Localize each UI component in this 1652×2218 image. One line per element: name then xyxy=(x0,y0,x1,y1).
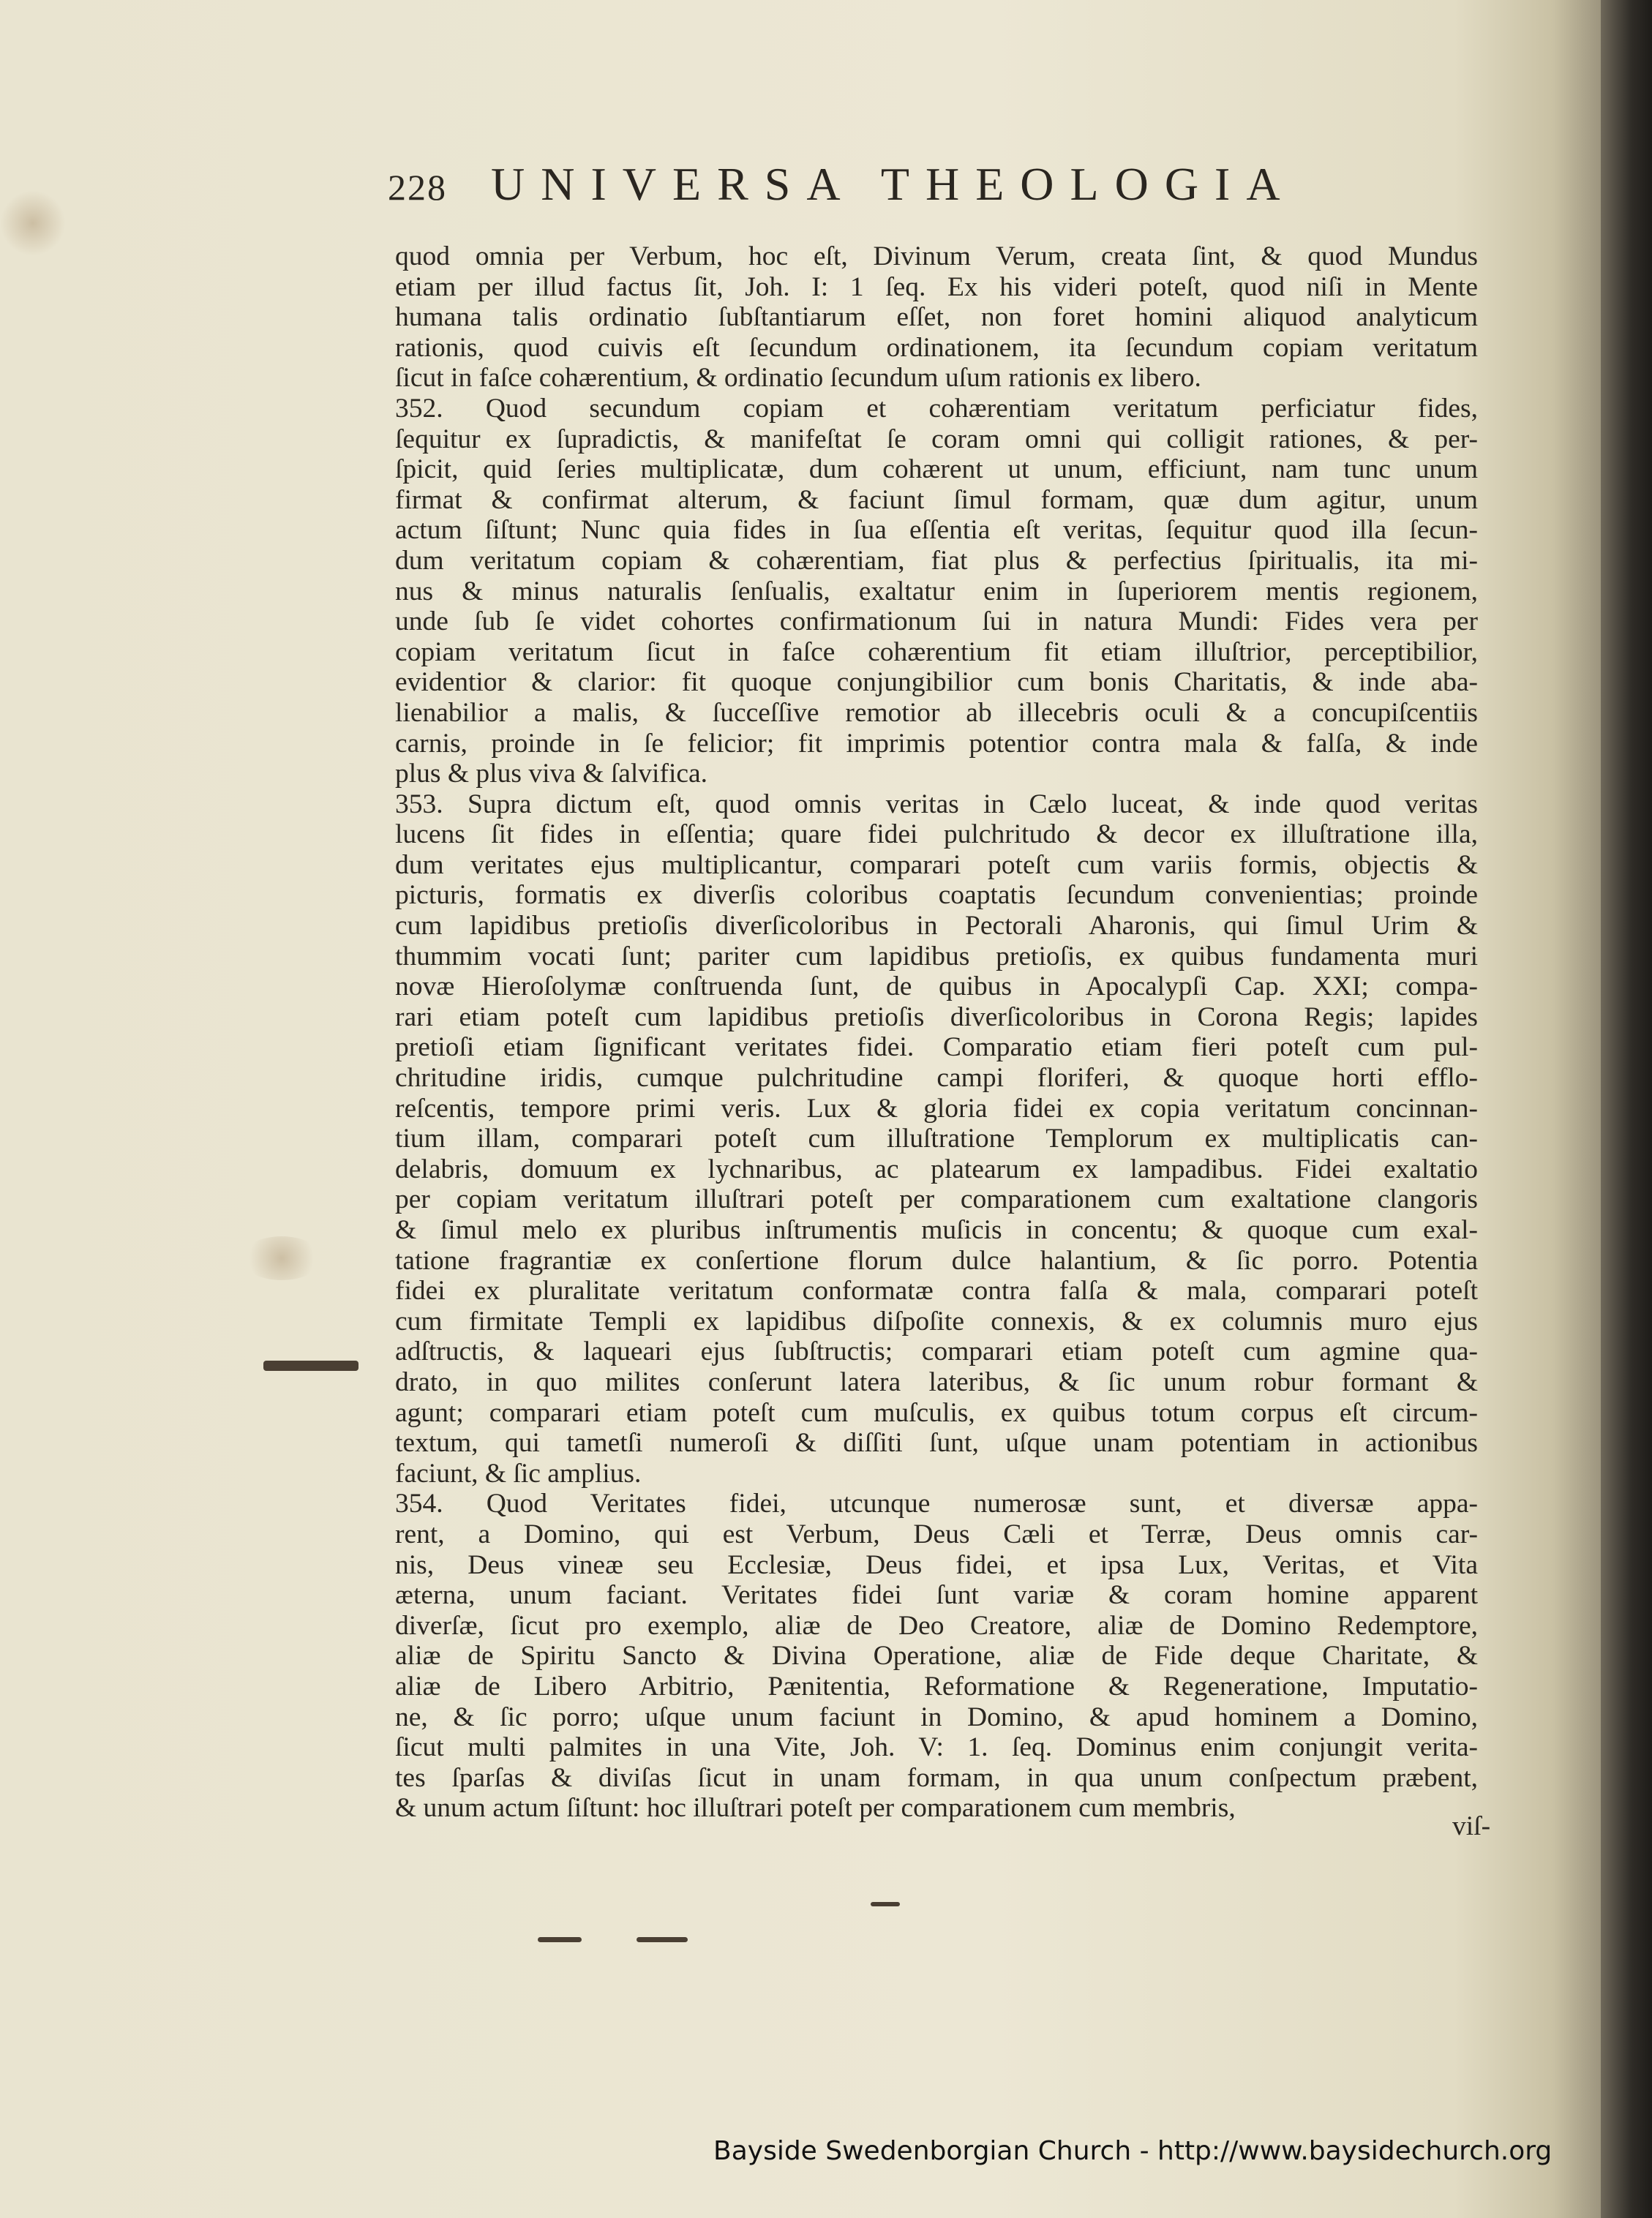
text-line: 354. Quod Veritates fidei, utcunque numerosæ sunt, et diversæ appa- xyxy=(395,1489,1478,1519)
page-header xyxy=(388,157,1353,223)
text-line: & unum actum ſiſtunt: hoc illuſtrari poteſt per comparationem cum membris, xyxy=(395,1793,1236,1824)
text-line: tium illam, comparari poteſt cum illuſtratione Templorum ex multiplicatis can- xyxy=(395,1124,1478,1154)
text-line: nus & minus naturalis ſenſualis, exaltatur enim in ſuperiorem mentis regionem, xyxy=(395,576,1478,606)
text-line: ſequitur ex ſupradictis, & manifeſtat ſe coram omni qui colligit rationes, & per- xyxy=(395,424,1478,454)
text-line: cum firmitate Templi ex lapidibus diſpoſite connexis, & ex columnis muro ejus xyxy=(395,1306,1478,1337)
catchword: viſ- xyxy=(1452,1811,1491,1841)
text-line: humana talis ordinatio ſubſtantiarum eſſet, non foret homini aliquod analyticum xyxy=(395,302,1478,333)
text-line: textum, qui tametſi numeroſi & diſſiti ſunt, uſque unam potentiam in actionibus xyxy=(395,1428,1478,1459)
page-stain xyxy=(241,1236,322,1280)
text-line: per copiam veritatum illuſtrari poteſt per comparationem cum exaltatione clangoris xyxy=(395,1184,1478,1215)
body-text xyxy=(395,241,1478,1824)
footer-credit: Bayside Swedenborgian Church - http://www.baysidechurch.org xyxy=(713,2136,1552,2166)
text-line: faciunt, & ſic amplius. xyxy=(395,1458,642,1489)
text-line: reſcentis, tempore primi veris. Lux & gloria fidei ex copia veritatum concinnan- xyxy=(395,1093,1478,1124)
text-line: ne, & ſic porro; uſque unum faciunt in Domino, & apud hominem a Domino, xyxy=(395,1702,1478,1732)
ink-mark xyxy=(538,1937,582,1942)
text-line: adſtructis, & laqueari ejus ſubſtructis; comparari etiam poteſt cum agmine qua- xyxy=(395,1337,1478,1367)
text-line: ſpicit, quid ſeries multiplicatæ, dum cohærent ut unum, efficiunt, nam tunc unum xyxy=(395,454,1478,485)
text-line: evidentior & clarior: fit quoque conjungibilior cum bonis Charitatis, & inde aba- xyxy=(395,667,1478,698)
text-line: 353. Supra dictum eſt, quod omnis veritas in Cælo luceat, & inde quod veritas xyxy=(395,789,1478,819)
text-line: aliæ de Spiritu Sancto & Divina Operatione, aliæ de Fide deque Charitate, & xyxy=(395,1641,1478,1672)
text-line: agunt; comparari etiam poteſt cum muſculis, ex quibus totum corpus eſt circum- xyxy=(395,1397,1478,1428)
text-line: rationis, quod cuivis eſt ſecundum ordinationem, ita ſecundum copiam veritatum xyxy=(395,332,1478,363)
book-spine-shadow xyxy=(1601,0,1652,2218)
ink-blot xyxy=(263,1361,358,1371)
ink-mark xyxy=(871,1902,900,1906)
text-line: tes ſparſas & diviſas ſicut in unam formam, in qua unum conſpectum præbent, xyxy=(395,1762,1478,1793)
text-line: unde ſub ſe videt cohortes confirmationum ſui in natura Mundi: Fides vera per xyxy=(395,606,1478,637)
text-line: picturis, formatis ex diverſis coloribus coaptatis ſecundum convenientias; proinde xyxy=(395,880,1478,911)
text-line: etiam per illud factus ſit, Joh. I: 1 ſeq. Ex his videri poteſt, quod niſi in Mente xyxy=(395,271,1478,302)
text-line: copiam veritatum ſicut in faſce cohærentium fit etiam illuſtrior, perceptibilior, xyxy=(395,636,1478,667)
text-line: cum lapidibus pretioſis diverſicoloribus in Pectorali Aharonis, qui ſimul Urim & xyxy=(395,911,1478,941)
text-line: novæ Hieroſolymæ conſtruenda ſunt, de quibus in Apocalypſi Cap. XXI; compa- xyxy=(395,971,1478,1002)
text-line: diverſæ, ſicut pro exemplo, aliæ de Deo Creatore, aliæ de Domino Redemptore, xyxy=(395,1610,1478,1641)
text-line: actum ſiſtunt; Nunc quia fides in ſua eſſentia eſt veritas, ſequitur quod illa ſecun- xyxy=(395,515,1478,546)
text-line: tatione fragrantiæ ex conſertione florum dulce halantium, & ſic porro. Potentia xyxy=(395,1245,1478,1276)
text-line: drato, in quo milites conſerunt latera lateribus, & ſic unum robur formant & xyxy=(395,1366,1478,1397)
text-line: lienabilior a malis, & ſucceſſive remotior ab illecebris oculi & a concupiſcentiis xyxy=(395,697,1478,728)
text-line: aliæ de Libero Arbitrio, Pænitentia, Reformatione & Regeneratione, Imputatio- xyxy=(395,1671,1478,1702)
text-line: æterna, unum faciant. Veritates fidei ſunt variæ & coram homine apparent xyxy=(395,1580,1478,1611)
text-line: lucens ſit fides in eſſentia; quare fidei pulchritudo & decor ex illuſtratione illa, xyxy=(395,819,1478,850)
text-line: carnis, proinde in ſe felicior; fit imprimis potentior contra mala & falſa, & inde xyxy=(395,728,1478,759)
running-title: UNIVERSA THEOLOGIA xyxy=(491,158,1296,210)
text-line: ſicut in faſce cohærentium, & ordinatio ſecundum uſum rationis ex libero. xyxy=(395,363,1201,394)
text-line: nis, Deus vineæ seu Ecclesiæ, Deus fidei, et ipsa Lux, Veritas, et Vita xyxy=(395,1549,1478,1580)
text-line: thummim vocati ſunt; pariter cum lapidibus pretioſis, ex quibus fundamenta muri xyxy=(395,941,1478,971)
text-line: dum veritatum copiam & cohærentiam, fiat plus & perfectius ſpiritualis, ita mi- xyxy=(395,545,1478,576)
text-line: chritudine iridis, cumque pulchritudine campi floriferi, & quoque horti efflo- xyxy=(395,1063,1478,1094)
text-line: plus & plus viva & ſalvifica. xyxy=(395,759,708,789)
text-line: pretioſi etiam ſignificant veritates fidei. Comparatio etiam fieri poteſt cum pul- xyxy=(395,1032,1478,1063)
text-line: 352. Quod secundum copiam et cohærentiam veritatum perficiatur fides, xyxy=(395,393,1478,424)
text-line: dum veritates ejus multiplicantur, comparari poteſt cum variis formis, objectis & xyxy=(395,849,1478,880)
text-line: quod omnia per Verbum, hoc eſt, Divinum Verum, creata ſint, & quod Mundus xyxy=(395,241,1478,271)
page-number: 228 xyxy=(388,167,447,208)
text-line: ſicut multi palmites in una Vite, Joh. V: 1. ſeq. Dominus enim conjungit verita- xyxy=(395,1732,1478,1763)
text-line: delabris, domuum ex lychnaribus, ac platearum ex lampadibus. Fidei exaltatio xyxy=(395,1154,1478,1184)
text-line: firmat & confirmat alterum, & faciunt ſimul formam, quæ dum agitur, unum xyxy=(395,484,1478,515)
text-line: rari etiam poteſt cum lapidibus pretioſis diverſicoloribus in Corona Regis; lapides xyxy=(395,1001,1478,1032)
page-stain xyxy=(0,190,66,256)
text-line: rent, a Domino, qui est Verbum, Deus Cæli et Terræ, Deus omnis car- xyxy=(395,1519,1478,1549)
text-line: fidei ex pluralitate veritatum conformatæ contra falſa & mala, comparari poteſt xyxy=(395,1276,1478,1307)
text-line: & ſimul melo ex pluribus inſtrumentis muſicis in concentu; & quoque cum exal- xyxy=(395,1215,1478,1245)
ink-mark xyxy=(637,1937,688,1942)
